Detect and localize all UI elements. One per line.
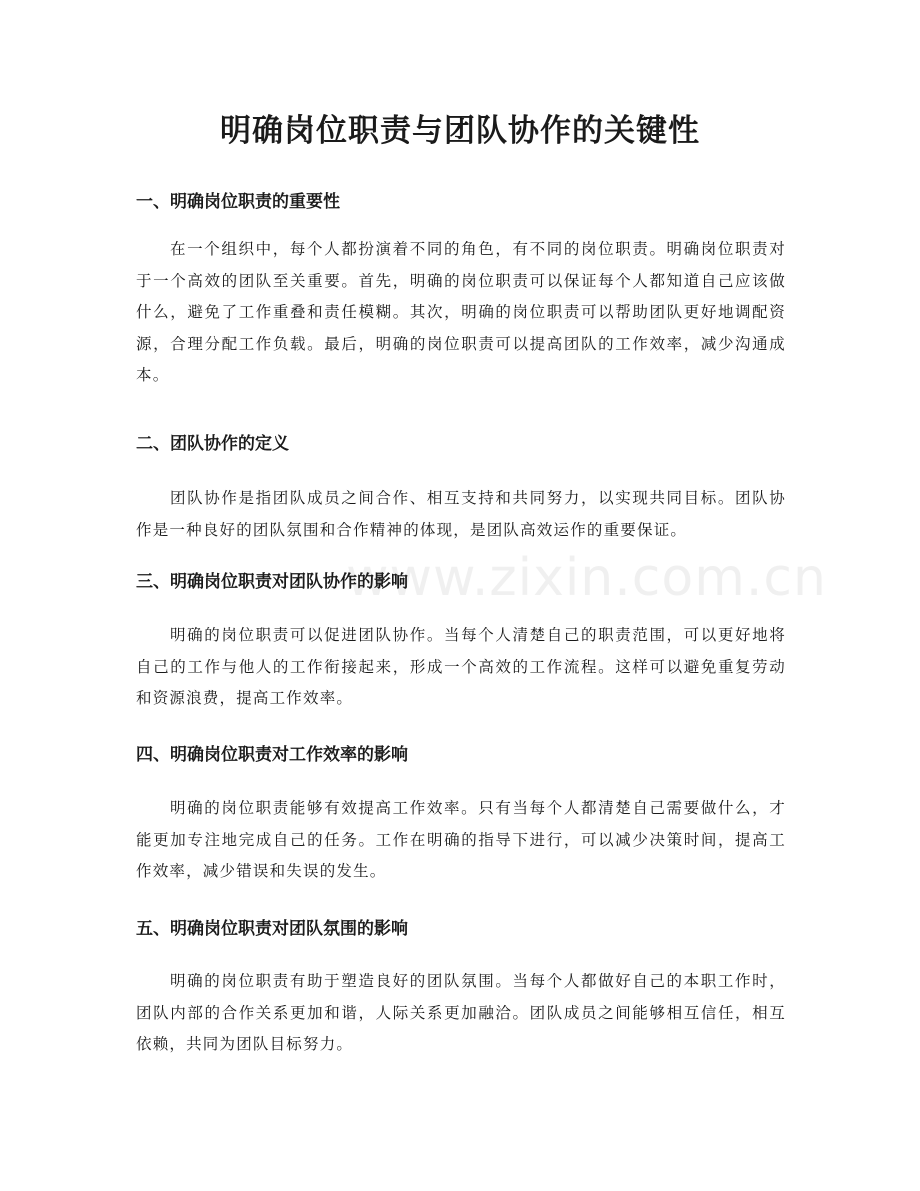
- section-paragraph-5: 明确的岗位职责有助于塑造良好的团队氛围。当每个人都做好自己的本职工作时，团队内部的合作关系更加和谐，人际关系更加融洽。团队成员之间能够相互信任，相互依赖，共同为团队目标努力。: [136, 972, 786, 1053]
- section-paragraph-3: 明确的岗位职责可以促进团队协作。当每个人清楚自己的职责范围，可以更好地将自己的工作与他人的工作衔接起来，形成一个高效的工作流程。这样可以避免重复劳动和资源浪费，提高工作效率。: [136, 626, 786, 707]
- watermark: www.zixin.com.cn: [346, 548, 827, 608]
- section-paragraph-4: 明确的岗位职责能够有效提高工作效率。只有当每个人都清楚自己需要做什么，才能更加专注地完成自己的任务。工作在明确的指导下进行，可以减少决策时间，提高工作效率，减少错误和失误的发生。: [136, 799, 786, 880]
- section-paragraph-1: 在一个组织中，每个人都扮演着不同的角色，有不同的岗位职责。明确岗位职责对于一个高效的团队至关重要。首先，明确的岗位职责可以保证每个人都知道自己应该做什么，避免了工作重叠和责任模糊。其次，明确的岗位职责可以帮助团队更好地调配资源，合理分配工作负载。最后，明确的岗位职责可以提高团队的工作效率，减少沟通成本。: [136, 240, 786, 384]
- document-title: 明确岗位职责与团队协作的关键性: [220, 113, 700, 149]
- section-heading-4: 四、明确岗位职责对工作效率的影响: [136, 745, 408, 765]
- section-heading-5: 五、明确岗位职责对团队氛围的影响: [136, 919, 408, 939]
- section-heading-3: 三、明确岗位职责对团队协作的影响: [136, 572, 408, 592]
- section-heading-2: 二、团队协作的定义: [136, 434, 289, 454]
- section-heading-1: 一、明确岗位职责的重要性: [136, 192, 340, 212]
- section-paragraph-2: 团队协作是指团队成员之间合作、相互支持和共同努力，以实现共同目标。团队协作是一种良好的团队氛围和合作精神的体现，是团队高效运作的重要保证。: [136, 489, 786, 539]
